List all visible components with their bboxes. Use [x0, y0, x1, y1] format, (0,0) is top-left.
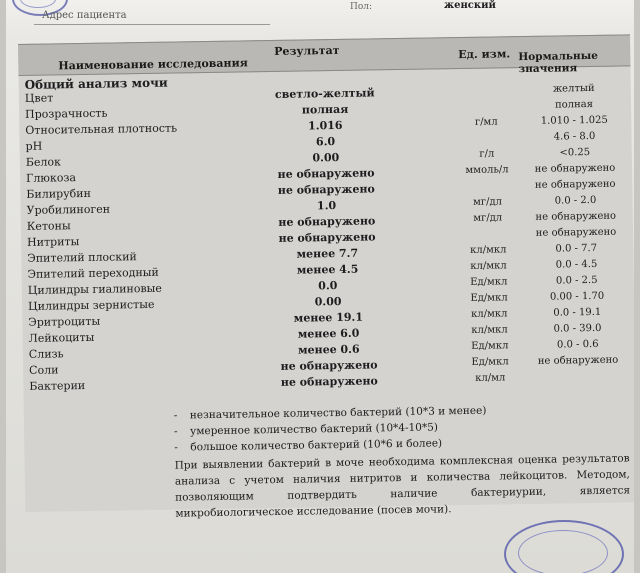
row-unit: Ед/мкл: [470, 276, 508, 288]
row-norm: не обнаружено: [534, 162, 616, 175]
note-paragraph: При выявлении бактерий в моче необходима комплексная оценка результатов анализа с учетом наличия нитритов и количества лейкоцитов. Методом, позволяющим подтвердить наличие бактериурии, является микробиологическое исследование (посев мочи).: [174, 452, 631, 520]
row-result: не обнаружено: [277, 166, 375, 181]
column-header-unit: Ед. изм.: [458, 47, 511, 62]
patient-address-underline: [34, 24, 270, 25]
row-norm: <0.25: [559, 147, 591, 159]
row-unit: [451, 228, 525, 229]
patient-address-label: Адрес пациента: [42, 10, 127, 21]
row-unit: кл/мкл: [470, 260, 507, 272]
row-name: Соли: [29, 363, 59, 377]
row-result: не обнаружено: [277, 182, 375, 197]
row-norm: 0.0 - 4.5: [555, 258, 598, 271]
row-unit: Ед/мкл: [471, 340, 509, 352]
row-norm: 0.0 - 0.6: [556, 338, 599, 351]
column-header-result: Результат: [274, 43, 340, 58]
row-name: Цилиндры зернистые: [28, 297, 155, 313]
row-unit: [449, 100, 523, 101]
row-norm: 4.6 - 8.0: [553, 130, 596, 143]
row-norm: 1.010 - 1.025: [540, 114, 608, 127]
row-result: менее 0.6: [297, 342, 360, 357]
license-stamp-icon: [504, 520, 624, 573]
row-name: Бактерии: [29, 378, 86, 393]
row-norm: 0.0 - 39.0: [553, 322, 602, 335]
row-unit: ммоль/л: [465, 164, 509, 176]
row-result: 6.0: [315, 135, 336, 149]
note-bullet: - умеренное количество бактерий (10*4-10*5): [174, 421, 439, 438]
row-unit: кл/мкл: [471, 308, 508, 320]
row-name: Слизь: [28, 347, 64, 361]
row-norm: не обнаружено: [537, 354, 619, 367]
row-result: 0.0: [318, 279, 338, 293]
row-norm: 0.0 - 7.7: [555, 242, 598, 255]
lab-report-sheet: [6, 0, 634, 573]
row-norm: 0.0 - 2.0: [554, 194, 597, 207]
row-result: светло-желтый: [274, 86, 375, 101]
row-norm: 0.00 - 1.70: [549, 290, 605, 303]
row-unit: кл/мл: [475, 372, 506, 384]
row-norm: полная: [554, 98, 594, 111]
row-norm: желтый: [552, 82, 595, 95]
row-result: 0.00: [312, 150, 340, 165]
row-unit: кл/мкл: [470, 244, 507, 256]
row-unit: [449, 84, 523, 85]
row-unit: Ед/мкл: [470, 292, 508, 304]
row-name: Эритроциты: [28, 314, 101, 329]
row-name: Лейкоциты: [28, 330, 95, 345]
row-norm: не обнаружено: [535, 210, 617, 223]
row-name: Цвет: [24, 91, 54, 105]
row-name: Кетоны: [26, 219, 71, 233]
row-name: Глюкоза: [26, 171, 77, 185]
row-result: полная: [301, 102, 349, 117]
report-header-strip: [6, 0, 634, 40]
note-bullet-text: умеренное количество бактерий (10*4-10*5): [190, 421, 439, 438]
row-result: менее 19.1: [293, 310, 364, 325]
row-name: Билирубин: [26, 186, 92, 201]
license-stamp-inner-ring: [518, 530, 608, 573]
row-unit: [449, 132, 523, 133]
row-result: 1.016: [307, 118, 343, 133]
row-result: не обнаружено: [278, 230, 376, 245]
row-unit: мг/дл: [473, 212, 503, 224]
sex-field-label: Пол:: [350, 2, 373, 12]
row-name: Уробилиноген: [26, 202, 111, 217]
row-unit: кл/мкл: [471, 324, 508, 336]
row-norm: не обнаружено: [535, 226, 617, 239]
row-name: Белок: [25, 155, 62, 169]
row-result: менее 4.5: [296, 262, 359, 277]
row-name: pH: [25, 139, 43, 153]
notes-block: [174, 400, 631, 521]
section-title: Общий анализ мочи: [24, 75, 168, 92]
note-bullet: - большое количество бактерий (10*6 и более): [174, 437, 443, 454]
row-result: не обнаружено: [280, 358, 378, 373]
row-norm: 0.0 - 2.5: [555, 274, 598, 287]
row-result: не обнаружено: [280, 374, 378, 389]
row-result: 1.0: [316, 199, 337, 213]
row-name: Эпителий переходный: [27, 265, 159, 281]
row-name: Цилиндры гиалиновые: [27, 281, 162, 297]
column-header-norm: Нормальные значения: [518, 49, 598, 76]
row-result: менее 7.7: [296, 246, 359, 261]
row-result: 0.00: [314, 294, 342, 309]
row-name: Относительная плотность: [25, 121, 178, 137]
row-unit: [450, 180, 524, 181]
note-bullet-text: большое количество бактерий (10*6 и более): [190, 437, 443, 454]
results-table: [18, 34, 634, 520]
row-unit: Ед/мкл: [471, 356, 509, 368]
row-unit: мг/дл: [473, 196, 503, 208]
patient-sex-value: женский: [444, 0, 496, 11]
row-name: Эпителий плоский: [27, 250, 137, 265]
note-bullet-text: незначительное количество бактерий (10*3 и менее): [189, 404, 487, 422]
row-unit: г/мл: [474, 116, 498, 128]
table-header: [18, 34, 630, 76]
row-result: не обнаружено: [278, 214, 376, 229]
note-bullet: - незначительное количество бактерий (10*3 и менее): [173, 404, 487, 422]
row-name: Прозрачность: [25, 106, 108, 121]
row-result: менее 6.0: [297, 326, 360, 341]
table-body: [19, 82, 634, 396]
row-name: Нитриты: [27, 235, 80, 249]
row-norm: не обнаружено: [534, 178, 616, 191]
column-header-name: Наименование исследования: [58, 56, 248, 73]
row-norm: 0.0 - 19.1: [553, 306, 602, 319]
row-unit: г/л: [479, 148, 495, 160]
